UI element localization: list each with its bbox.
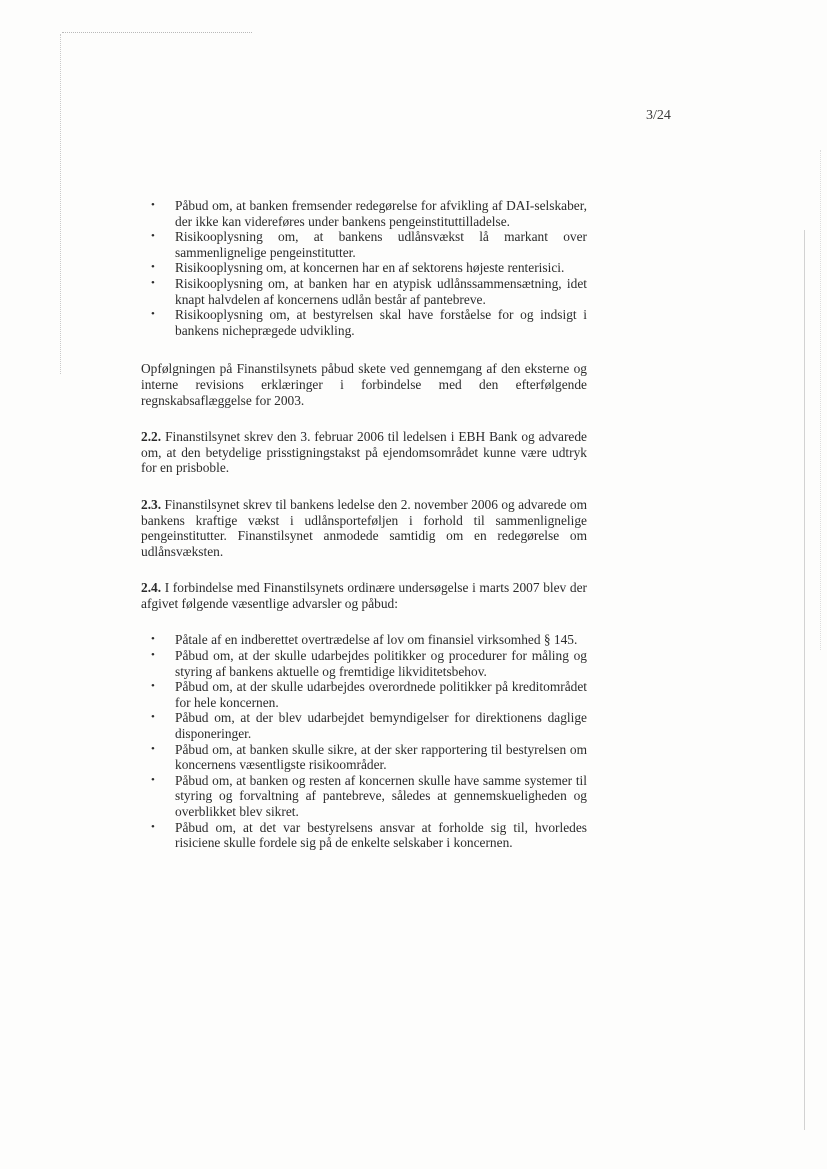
bullet-icon: • <box>151 680 155 693</box>
bullet-icon: • <box>151 230 155 243</box>
section-2-4 <box>141 580 587 611</box>
bullet-icon: • <box>151 711 155 724</box>
list-item: • Påtale af en indberettet overtrædelse af lov om finansiel virksomhed § 145. <box>151 632 578 648</box>
bullet-icon: • <box>151 633 155 646</box>
list-item: • Påbud om, at der skulle udarbejdes overordnede politikker på kreditområdet for hele koncernen. <box>151 679 587 710</box>
section-text: Finanstilsynet skrev den 3. februar 2006 til ledelsen i EBH Bank og advarede om, at den betydelige prisstigningstakst på ejendomsområdet kunne være udtryk for en prisboble. <box>141 429 587 476</box>
list-item: • Påbud om, at banken og resten af koncernen skulle have samme systemer til styring og forvaltning af pantebreve, således at gennemskueligheden og overblikket blev sikret. <box>151 772 587 819</box>
section-number: 2.4. <box>141 580 162 596</box>
list-item: • Risikooplysning om, at bankens udlånsvækst lå markant over sammenlignelige pengeinstitutter. <box>151 229 587 260</box>
bullet-icon: • <box>151 649 155 662</box>
document-body <box>141 198 587 851</box>
list-item: • Påbud om, at banken fremsender redegørelse for afvikling af DAI-selskaber, der ikke kan videreføres under bankens pengeinstituttilladelse. <box>151 198 587 229</box>
bullet-icon: • <box>151 820 155 833</box>
paragraph-followup: Opfølgningen på Finanstilsynets påbud skete ved gennemgang af den eksterne og interne revisions erklæringer i forbindelse med den efterfølgende regnskabsaflæggelse for 2003. <box>141 361 587 408</box>
scan-edge-right-faint <box>820 150 821 650</box>
page-number: 3/24 <box>646 108 671 123</box>
bullet-list-2 <box>141 632 587 850</box>
list-item: • Risikooplysning om, at bestyrelsen skal have forståelse for og indsigt i bankens nicheprægede udvikling. <box>151 307 587 338</box>
section-text: I forbindelse med Finanstilsynets ordinære undersøgelse i marts 2007 blev der afgivet følgende væsentlige advarsler og påbud: <box>141 580 587 611</box>
bullet-icon: • <box>151 261 155 274</box>
section-text: Finanstilsynet skrev til bankens ledelse den 2. november 2006 og advarede om bankens kraftige vækst i udlånsporteføljen i forhold til sammenlignelige pengeinstitutter. Finanstilsynet anmodede samtidig om en redegørelse om udlånsvæksten. <box>141 496 587 559</box>
bullet-icon: • <box>151 308 155 321</box>
section-2-2 <box>141 429 587 476</box>
list-item: • Risikooplysning om, at banken har en atypisk udlånssammensætning, idet knapt halvdelen af koncernens udlån består af pantebreve. <box>151 275 587 307</box>
list-item: • Påbud om, at der skulle udarbejdes politikker og procedurer for måling og styring af bankens aktuelle og fremtidige likviditetsbehov. <box>151 648 587 679</box>
section-number: 2.2. <box>141 429 162 445</box>
scan-edge-left <box>60 34 61 374</box>
bullet-icon: • <box>151 199 155 211</box>
list-item: • Risikooplysning om, at koncernen har en af sektorens højeste renterisici. <box>151 260 565 276</box>
bullet-icon: • <box>151 773 155 786</box>
list-item: • Påbud om, at banken skulle sikre, at der sker rapportering til bestyrelsen om koncernens væsentligste risikoområder. <box>151 741 587 773</box>
scan-edge-right <box>804 230 805 1130</box>
list-item: • Påbud om, at det var bestyrelsens ansvar at forholde sig til, hvorledes risiciene skulle fordele sig på de enkelte selskaber i koncernen. <box>151 819 587 851</box>
scan-edge-top <box>62 32 252 33</box>
bullet-list-1 <box>141 198 587 338</box>
bullet-icon: • <box>151 276 155 289</box>
list-item: • Påbud om, at der blev udarbejdet bemyndigelser for direktionens daglige disponeringer. <box>151 710 587 742</box>
bullet-icon: • <box>151 742 155 755</box>
section-2-3 <box>141 497 587 559</box>
section-number: 2.3. <box>141 496 162 512</box>
